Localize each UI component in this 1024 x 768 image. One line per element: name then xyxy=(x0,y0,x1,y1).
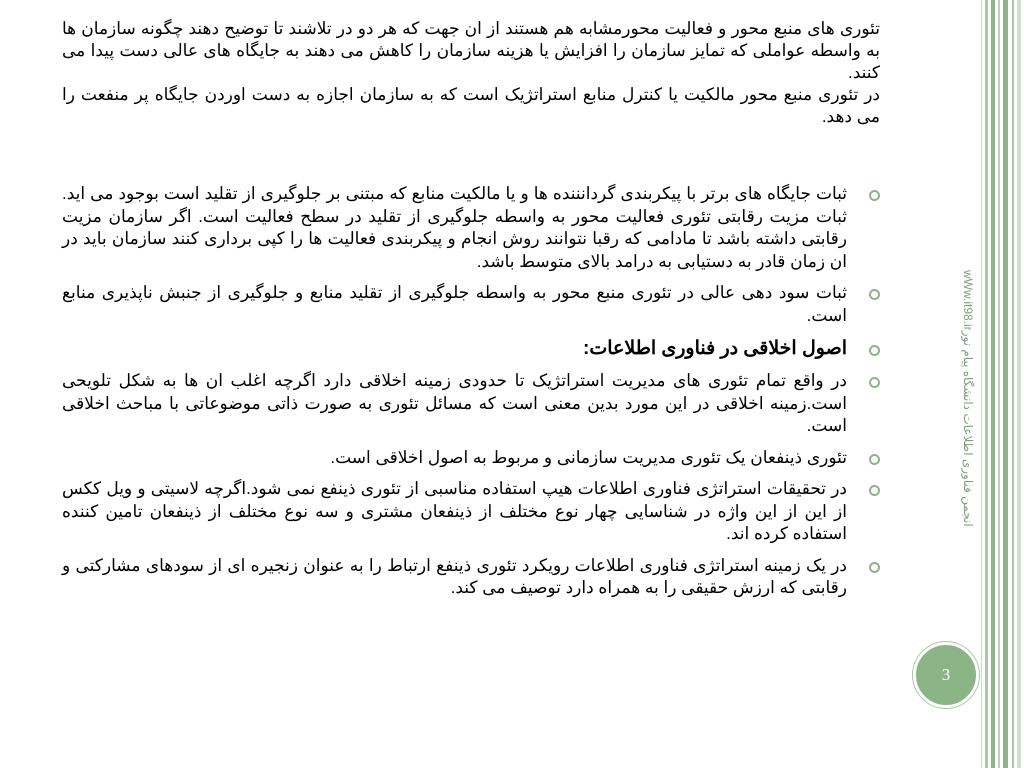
decorative-stripe xyxy=(1003,0,1008,768)
bullet-icon xyxy=(869,289,880,300)
bullet-list xyxy=(62,183,882,609)
bullet-text: ثبات سود دهی عالی در تئوری منبع محور به واسطه جلوگیری از تقلید منابع و جلوگیری از جنبش ناپذیری منابع است. xyxy=(62,283,847,325)
decorative-stripe xyxy=(998,0,1000,768)
bullet-item xyxy=(62,282,882,327)
bullet-icon xyxy=(869,454,880,465)
bullet-text: در واقع تمام تئوری های مدیریت استراتژیک تا حدودی زمینه اخلاقی دارد اگرچه اغلب ان ها به شکل تلویحی است.زمینه اخلاقی در این مورد بدین معنی است که مسائل تئوری به صورت ذاتی موضوعاتی با مباحث اخلاقی است. xyxy=(62,371,847,435)
intro-text xyxy=(62,18,880,128)
decorative-stripe xyxy=(981,0,982,768)
bullet-item xyxy=(62,555,882,600)
bullet-text: تئوری ذینفعان یک تئوری مدیریت سازمانی و مربوط به اصول اخلاقی است. xyxy=(330,447,847,467)
bullet-icon xyxy=(869,377,880,388)
sidebar-vertical-text: wWw.it98.irانجمن فناوری اطلاعات دانشگاه پیام نور xyxy=(961,270,975,527)
decorative-stripe xyxy=(1012,0,1014,768)
decorative-stripe xyxy=(991,0,995,768)
bullet-icon xyxy=(869,190,880,201)
bullet-item xyxy=(62,447,882,470)
bullet-item xyxy=(62,183,882,273)
intro-paragraph-2: در تئوری منبع محور مالکیت یا کنترل منابع استراتژیک است که به سازمان اجازه به دست اوردن جایگاه پر منفعت را می دهد. xyxy=(62,85,880,126)
bullet-icon xyxy=(869,562,880,573)
decorative-stripe xyxy=(1017,0,1021,768)
decorative-stripe xyxy=(985,0,988,768)
bullet-text: ثبات جایگاه های برتر با پیکربندی گردانننده ها و یا مالکیت منابع که مبتنی بر جلوگیری از تقلید است بوجود می اید. ثبات مزیت رقابتی تئوری فعالیت محور به واسطه جلوگیری از تقلید در سطح فعالیت است. اگر سازمان مزیت رقابتی داشته باشد تا مادامی که رقبا نتوانند روش انجام و پیکربندی فعالیت ها را کپی برداری کنند سازمان باید در ان زمان قادر به دستیابی به درامد بالای متوسط باشد. xyxy=(62,184,847,271)
section-heading xyxy=(62,336,882,362)
intro-paragraph-1: تئوری های منبع محور و فعالیت محورمشابه هم هستند از ان جهت که هر دو در تلاشند تا توضیح دهند چگونه سازمان ها به واسطه عواملی که تمایز سازمان را افزایش یا هزینه سازمان را کاهش می دهند به جایگاه های عالی دست پیدا می کنند. xyxy=(62,19,880,82)
bullet-icon xyxy=(869,345,880,356)
bullet-item xyxy=(62,370,882,438)
heading-text: اصول اخلاقی در فناوری اطلاعات: xyxy=(583,338,847,359)
page-number: 3 xyxy=(941,665,951,684)
bullet-item xyxy=(62,478,882,546)
bullet-icon xyxy=(869,485,880,496)
page-number-badge xyxy=(913,642,979,708)
bullet-text: در یک زمینه استراتژی فناوری اطلاعات رویکرد تئوری ذینفع ارتباط را به عنوان زنجیره ای از سودهای مشارکتی و رقابتی که ارزش حقیقی را به همراه دارد توصیف می کند. xyxy=(62,555,847,597)
bullet-text: در تحقیقات استراتژی فناوری اطلاعات هیپ استفاده مناسبی از تئوری ذینفع نمی شود.اگرچه لاسیتی و ویل ککس از این از این واژه در شناسایی چهار نوع مختلف از ذینفعان مشتری و سه نوع مختلف از ذینفعان تامین کننده استفاده کرده اند. xyxy=(62,479,847,543)
